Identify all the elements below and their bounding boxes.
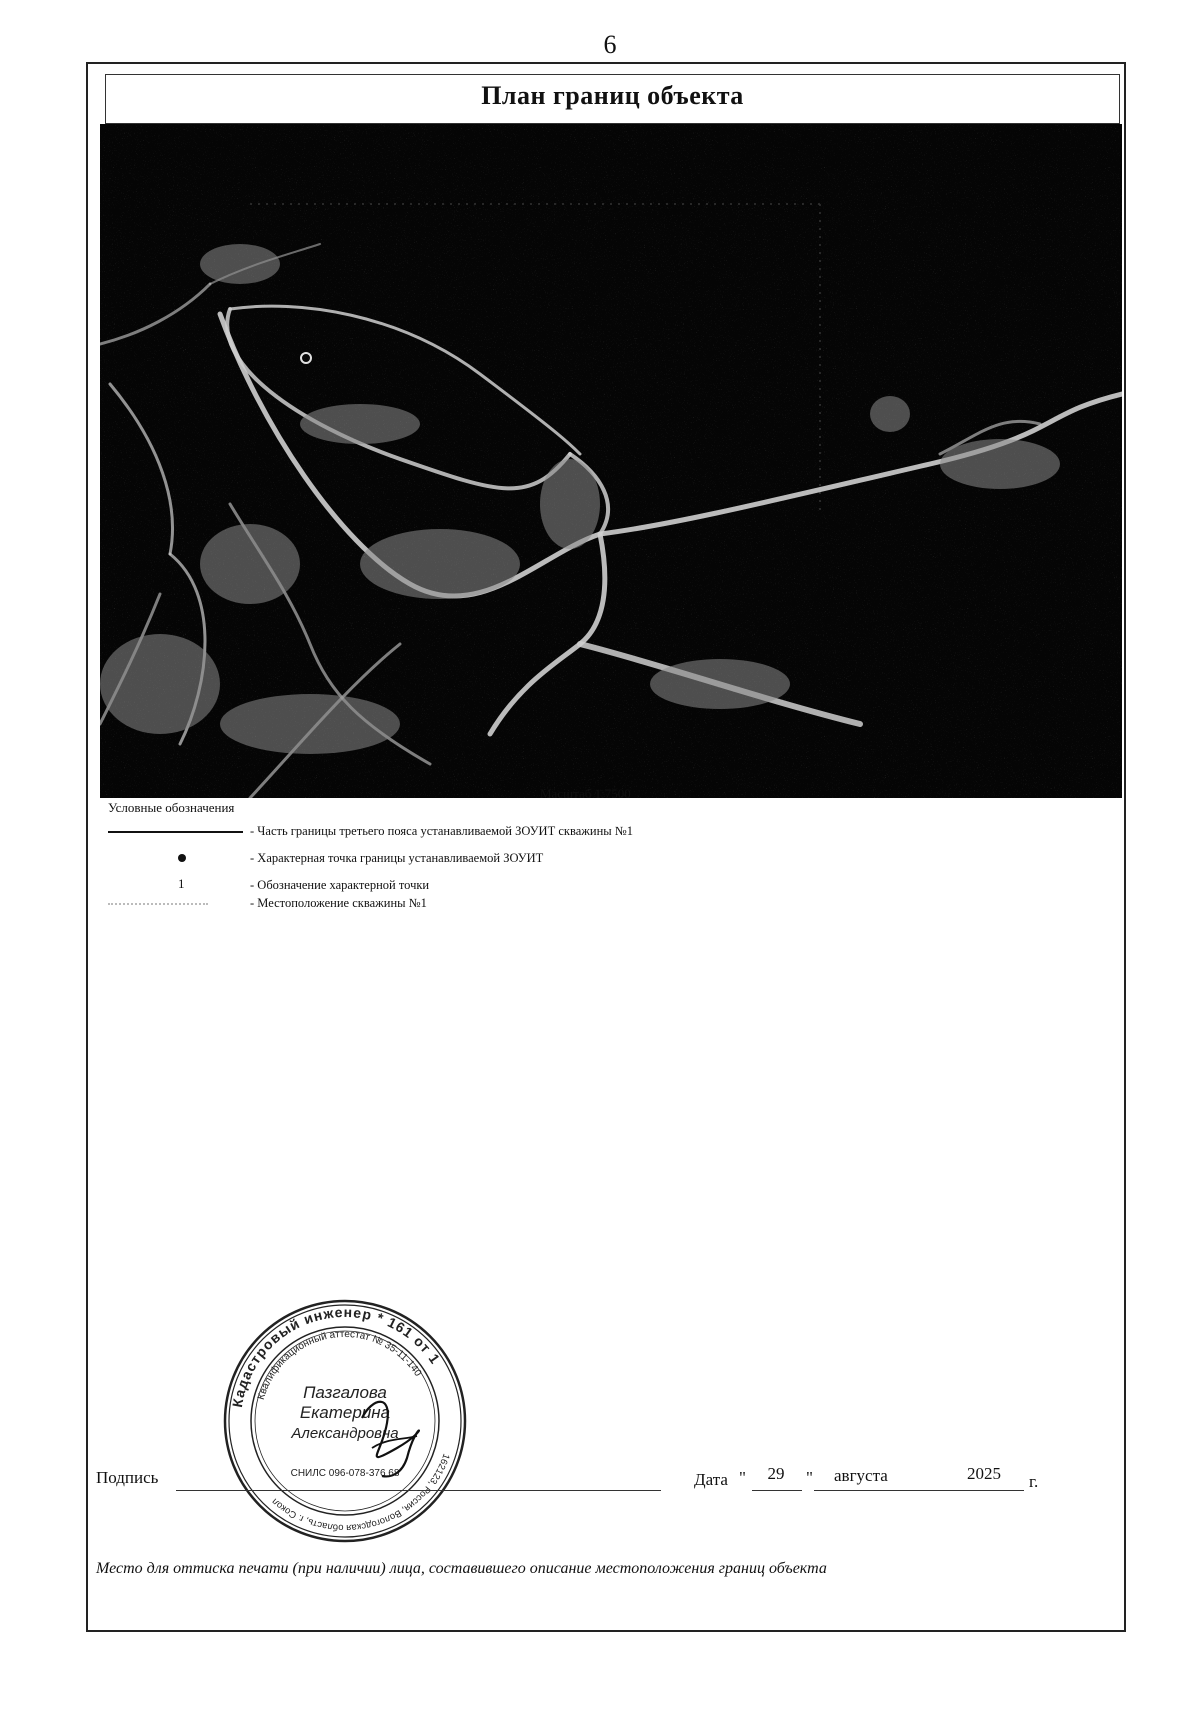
- date-block: [694, 1464, 1124, 1508]
- boundary-map: [100, 124, 1122, 798]
- stamp-name-2: Екатерина: [299, 1403, 391, 1422]
- date-day: 29: [767, 1464, 785, 1483]
- legend-symbol: [108, 894, 248, 914]
- svg-text:162123, Россия, Вологодская об: 162123, Россия, Вологодская область, г. Сокол: [269, 1452, 452, 1534]
- page-number: 6: [603, 30, 617, 59]
- signature-label: Подпись: [96, 1468, 159, 1487]
- date-quote-open: ": [739, 1468, 746, 1487]
- date-year: 2025: [967, 1464, 1001, 1483]
- title-bar: [105, 74, 1120, 124]
- svg-text:Кадастровый инженер * 161 от 1: Кадастровый инженер * 161 от 1: [228, 1303, 444, 1409]
- svg-text:Квалификационный аттестат № 35: Квалификационный аттестат № 35-11-140: [255, 1328, 424, 1402]
- legend-symbol: [108, 876, 248, 896]
- map-canvas: [100, 124, 1122, 798]
- dot-symbol-icon: [178, 854, 186, 862]
- dotted-symbol-icon: [108, 903, 208, 905]
- page-title: План границ объекта: [481, 81, 744, 110]
- stamp-note: Место для оттиска печати (при наличии) лица, составившего описание местоположения границ объекта: [96, 1560, 827, 1577]
- date-quote-close: ": [806, 1468, 813, 1487]
- map-scale: Масштаб 1:7500: [540, 786, 631, 801]
- line-symbol-icon: [108, 831, 243, 833]
- date-day-underline: [752, 1490, 802, 1491]
- legend-symbol: [108, 822, 248, 842]
- legend-text: - Характерная точка границы устанавливаемой ЗОУИТ: [250, 851, 544, 865]
- legend-text: - Обозначение характерной точки: [250, 878, 430, 892]
- date-suffix: г.: [1029, 1472, 1039, 1491]
- map-noise: [100, 124, 1122, 798]
- stamp-name-1: Пазгалова: [303, 1383, 387, 1402]
- number-symbol: 1: [178, 876, 185, 891]
- legend-text: - Часть границы третьего пояса устанавливаемой ЗОУИТ скважины №1: [250, 824, 633, 838]
- date-month: августа: [834, 1466, 888, 1485]
- legend-symbol: [108, 849, 248, 869]
- date-label: Дата: [694, 1470, 728, 1489]
- stamp-snils: СНИЛС 096-078-376 68: [290, 1468, 400, 1479]
- legend-text: - Местоположение скважины №1: [250, 896, 427, 910]
- date-month-underline: [814, 1490, 1024, 1491]
- signature-line: [176, 1490, 661, 1491]
- legend-title: Условные обозначения: [108, 800, 235, 815]
- stamp-name-3: Александровна: [291, 1425, 399, 1442]
